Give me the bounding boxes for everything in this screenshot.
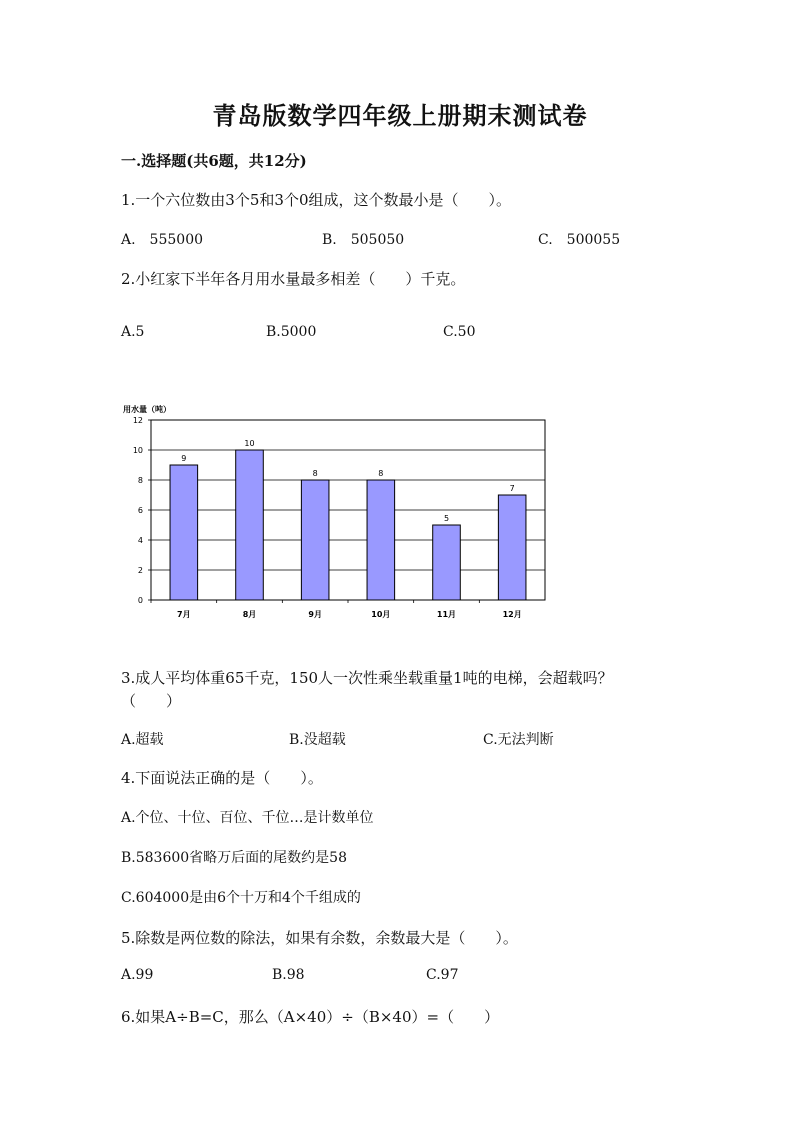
x-tick-label: 8月 <box>242 610 257 619</box>
q4-option-b[interactable]: B.583600省略万后面的尾数约是58 <box>121 850 347 866</box>
y-tick-label: 0 <box>137 596 143 605</box>
x-tick-label: 12月 <box>502 610 522 619</box>
y-tick-label: 12 <box>132 416 143 425</box>
question-3-blank: （ ） <box>121 692 182 710</box>
q5-option-b[interactable]: B.98 <box>272 967 305 983</box>
bar-value-label: 10 <box>244 439 255 448</box>
bar <box>236 450 264 600</box>
question-1: 1.一个六位数由3个5和3个0组成，这个数最小是（ ）。 <box>121 191 511 209</box>
y-tick-label: 10 <box>132 446 143 455</box>
question-5: 5.除数是两位数的除法，如果有余数，余数最大是（ ）。 <box>121 929 518 947</box>
q2-option-b[interactable]: B.5000 <box>266 324 317 340</box>
chart-grid <box>148 420 545 603</box>
question-6: 6.如果A÷B=C，那么（A×40）÷（B×40）=（ ） <box>121 1008 500 1026</box>
water-usage-bar-chart <box>118 398 558 628</box>
q4-option-c[interactable]: C.604000是由6个十万和4个千组成的 <box>121 890 361 906</box>
q2-option-c[interactable]: C.50 <box>443 324 476 340</box>
q5-option-c[interactable]: C.97 <box>426 967 459 983</box>
q3-option-b[interactable]: B.没超载 <box>289 732 346 748</box>
q4-option-a[interactable]: A.个位、十位、百位、千位…是计数单位 <box>121 810 374 826</box>
y-tick-label: 8 <box>137 476 143 485</box>
x-tick-label: 10月 <box>371 610 391 619</box>
bar <box>433 525 461 600</box>
bar <box>301 480 329 600</box>
y-tick-label: 4 <box>137 536 143 545</box>
page-title: 青岛版数学四年级上册期末测试卷 <box>212 101 588 130</box>
q3-option-c[interactable]: C.无法判断 <box>483 732 554 748</box>
bar-value-label: 8 <box>378 469 384 478</box>
chart-bars <box>170 450 526 600</box>
bar-value-label: 9 <box>181 454 187 463</box>
x-tick-label: 11月 <box>436 610 457 619</box>
bar <box>498 495 526 600</box>
q2-option-a[interactable]: A.5 <box>121 324 145 340</box>
q1-option-b[interactable]: B. 505050 <box>322 232 405 248</box>
question-4: 4.下面说法正确的是（ ）。 <box>121 769 323 787</box>
q3-option-a[interactable]: A.超载 <box>121 732 164 748</box>
q5-option-a[interactable]: A.99 <box>121 967 154 983</box>
y-tick-label: 6 <box>137 506 143 515</box>
bar-value-label: 5 <box>443 514 450 523</box>
bar-value-label: 8 <box>312 469 318 478</box>
y-axis-label: 用水量（吨） <box>123 405 171 414</box>
x-tick-label: 7月 <box>177 610 191 619</box>
question-2: 2.小红家下半年各月用水量最多相差（ ）千克。 <box>121 270 466 288</box>
q1-option-a[interactable]: A. 555000 <box>121 232 204 248</box>
x-tick-label: 9月 <box>308 610 322 619</box>
bar <box>367 480 395 600</box>
bar <box>170 465 198 600</box>
bar-value-label: 7 <box>509 484 515 493</box>
section-heading: 一.选择题(共6题，共12分) <box>121 152 307 170</box>
y-tick-label: 2 <box>137 566 143 575</box>
question-3: 3.成人平均体重65千克，150人一次性乘坐载重量1吨的电梯，会超载吗？ <box>121 669 613 687</box>
q1-option-c[interactable]: C. 500055 <box>538 232 621 248</box>
